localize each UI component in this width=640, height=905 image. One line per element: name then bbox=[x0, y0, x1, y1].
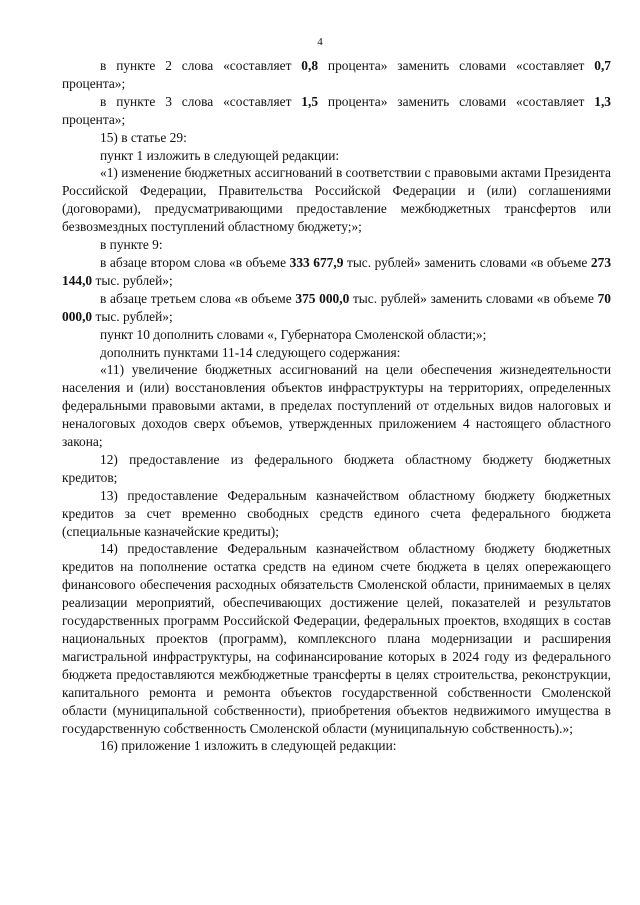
document-body bbox=[62, 57, 611, 755]
page-number: 4 bbox=[317, 36, 323, 48]
paragraph-abzac-3: в абзаце третьем слова «в объеме 375 000,0 тыс. рублей» заменить словами «в объеме 70 000,0 тыс. рублей»; bbox=[62, 290, 611, 324]
paragraph-punkt-1-intro: пункт 1 изложить в следующей редакции: bbox=[100, 147, 340, 163]
list-item-11: «11) увеличение бюджетных ассигнований на цели обеспечения жизнедеятельности населения и (или) восстановления объектов инфраструктуры на территориях, определенных федеральными правовыми актами, в пределах поступлений от отдельных видов налоговых и неналоговых доходов сверх объемов, утвержденных приложением 4 настоящего областного закона; bbox=[62, 362, 611, 450]
new-value: 70 000,0 bbox=[62, 290, 611, 324]
list-item-12: 12) предоставление из федерального бюджета областному бюджету бюджетных кредитов; bbox=[62, 451, 611, 485]
old-value: 0,8 bbox=[301, 58, 319, 73]
new-value: 0,7 bbox=[594, 58, 611, 73]
paragraph-punkt-1-text: «1) изменение бюджетных ассигнований в соответствии с правовыми актами Президента Российской Федерации, Правительства Российской Федерации и (или) соглашениями (договорами), предусматривающими предоставление межбюджетных трансфертов или безвозмездных поступлений областному бюджету;»; bbox=[62, 165, 611, 235]
old-value: 333 677,9 bbox=[289, 254, 344, 270]
new-value: 273 144,0 bbox=[62, 254, 612, 288]
paragraph-article-29: 15) в статье 29: bbox=[100, 129, 187, 145]
paragraph-punkt-2: в пункте 2 слова «составляет 0,8 процента» заменить словами «составляет 0,7 процента»; bbox=[62, 58, 611, 91]
paragraph-appendix-1: 16) приложение 1 изложить в следующей редакции: bbox=[100, 738, 397, 754]
list-item-14: 14) предоставление Федеральным казначейством областному бюджету бюджетных кредитов на пополнение остатка средств на едином счете бюджета в целях опережающего финансового обеспечения расходных обязательств Смоленской области, принимаемых в целях реализации мероприятий, обеспечивающих достижение целей, показателей и результатов государственных программ Российской Федерации, федеральных проектов, входящих в состав национальных проектов (программ), комплексного плана модернизации и расширения магистральной инфраструктуры, на софинансирование которых в 2024 году из федерального бюджета предоставляются межбюджетные трансферты в целях строительства, реконструкции, капитального ремонта и ремонта объектов государственной собственности Смоленской области (муниципальной собственности), приобретения объектов недвижимого имущества в государственную собственность Смоленской области (муниципальную собственность).»; bbox=[62, 541, 611, 736]
paragraph-punkt-9: в пункте 9: bbox=[100, 237, 163, 253]
new-value: 1,3 bbox=[594, 93, 611, 109]
list-item-13: 13) предоставление Федеральным казначейством областному бюджету бюджетных кредитов за счет временно свободных средств единого счета федерального бюджета (специальные казначейские кредиты); bbox=[62, 487, 611, 539]
paragraph-punkt-3: в пункте 3 слова «составляет 1,5 процента» заменить словами «составляет 1,3 процента»; bbox=[62, 93, 611, 127]
paragraph-punkt-10: пункт 10 дополнить словами «, Губернатора Смоленской области;»; bbox=[100, 326, 487, 342]
old-value: 1,5 bbox=[301, 93, 319, 109]
old-value: 375 000,0 bbox=[295, 290, 350, 306]
paragraph-add-punkts: дополнить пунктами 11-14 следующего содержания: bbox=[100, 344, 401, 360]
paragraph-abzac-2: в абзаце втором слова «в объеме 333 677,9 тыс. рублей» заменить словами «в объеме 273 144,0 тыс. рублей»; bbox=[62, 254, 612, 288]
